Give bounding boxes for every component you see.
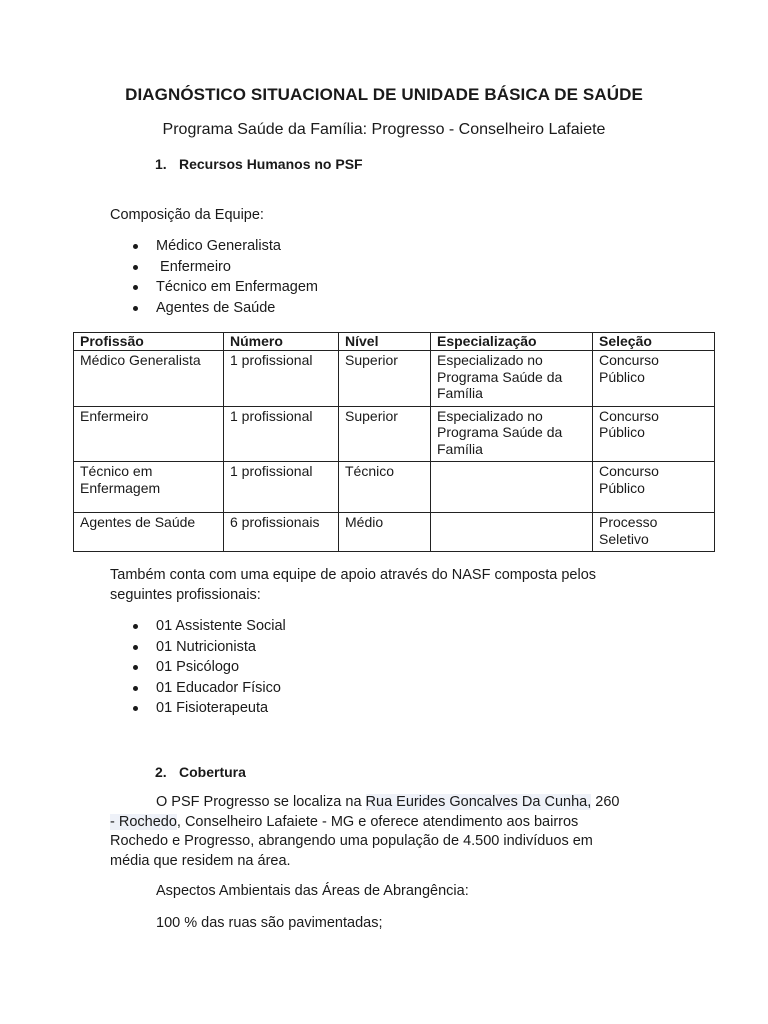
- section-1-heading: [155, 156, 363, 172]
- table-cell: [431, 462, 593, 513]
- section-1-title: Recursos Humanos no PSF: [179, 156, 363, 172]
- coverage-text: O PSF Progresso se localiza na: [156, 794, 366, 810]
- table-cell: [431, 513, 593, 552]
- table-cell: Superior: [339, 406, 431, 462]
- table-cell: Superior: [339, 351, 431, 407]
- nasf-list: [133, 616, 286, 719]
- staff-table: [73, 332, 715, 552]
- document-title: DIAGNÓSTICO SITUACIONAL DE UNIDADE BÁSICA DE SAÚDE: [125, 85, 643, 104]
- nasf-line-1: Também conta com uma equipe de apoio através do NASF composta pelos: [110, 567, 597, 583]
- table-cell: 6 profissionais: [224, 513, 339, 552]
- coverage-line-1: [110, 793, 619, 813]
- table-cell: Concurso Público: [593, 462, 715, 513]
- nasf-paragraph: [110, 566, 596, 605]
- table-cell: 1 profissional: [224, 351, 339, 407]
- document-subtitle: Programa Saúde da Família: Progresso - Conselheiro Lafaiete: [162, 121, 606, 138]
- header-selecao: Seleção: [593, 333, 715, 351]
- section-2-number: 2.: [155, 764, 167, 780]
- table-cell: Agentes de Saúde: [74, 513, 224, 552]
- address-link-cont[interactable]: - Rochedo: [110, 813, 177, 830]
- table-cell: Médico Generalista: [74, 351, 224, 407]
- list-item: Agentes de Saúde: [133, 298, 318, 319]
- coverage-line-3: Rochedo e Progresso, abrangendo uma população de 4.500 indivíduos em: [110, 833, 593, 849]
- table-cell: Especializado no Programa Saúde da Família: [431, 351, 593, 407]
- header-especializacao: Especialização: [431, 333, 593, 351]
- list-item: 01 Psicólogo: [133, 657, 286, 678]
- list-item: Técnico em Enfermagem: [133, 277, 318, 298]
- section-1-number: 1.: [155, 156, 167, 172]
- team-list: [133, 236, 318, 318]
- list-item: 01 Educador Físico: [133, 678, 286, 699]
- section-2-title: Cobertura: [179, 764, 246, 780]
- table-cell: Especializado no Programa Saúde da Família: [431, 406, 593, 462]
- header-profissao: Profissão: [74, 333, 224, 351]
- table-row: [74, 406, 715, 462]
- address-link[interactable]: Rua Eurides Goncalves Da Cunha,: [365, 794, 592, 810]
- list-item: 01 Fisioterapeuta: [133, 698, 286, 719]
- section-2-heading: [155, 764, 246, 780]
- list-item: 01 Assistente Social: [133, 616, 286, 637]
- table-cell: Técnico: [339, 462, 431, 513]
- table-row: [74, 513, 715, 552]
- header-nivel: Nível: [339, 333, 431, 351]
- table-cell: 1 profissional: [224, 462, 339, 513]
- table-row: [74, 351, 715, 407]
- table-cell: Processo Seletivo: [593, 513, 715, 552]
- environment-aspects: Aspectos Ambientais das Áreas de Abrangência:: [156, 883, 469, 899]
- table-cell: Técnico em Enfermagem: [74, 462, 224, 513]
- table-cell: Concurso Público: [593, 406, 715, 462]
- nasf-line-2: seguintes profissionais:: [110, 586, 261, 603]
- table-cell: Médio: [339, 513, 431, 552]
- list-item: Médico Generalista: [133, 236, 318, 257]
- table-cell: Enfermeiro: [74, 406, 224, 462]
- paved-streets: 100 % das ruas são pavimentadas;: [156, 915, 383, 931]
- coverage-line-4: média que residem na área.: [110, 852, 291, 869]
- team-intro: Composição da Equipe:: [110, 207, 264, 223]
- list-item: 01 Nutricionista: [133, 637, 286, 658]
- coverage-text: , Conselheiro Lafaiete - MG e oferece atendimento aos bairros: [176, 813, 579, 830]
- coverage-text: 260: [591, 794, 620, 810]
- coverage-line-2: [110, 813, 619, 833]
- table-header-row: [74, 333, 715, 351]
- table-cell: 1 profissional: [224, 406, 339, 462]
- table-row: [74, 462, 715, 513]
- coverage-paragraph: [110, 793, 619, 871]
- header-numero: Número: [224, 333, 339, 351]
- list-item: Enfermeiro: [133, 257, 318, 278]
- table-cell: Concurso Público: [593, 351, 715, 407]
